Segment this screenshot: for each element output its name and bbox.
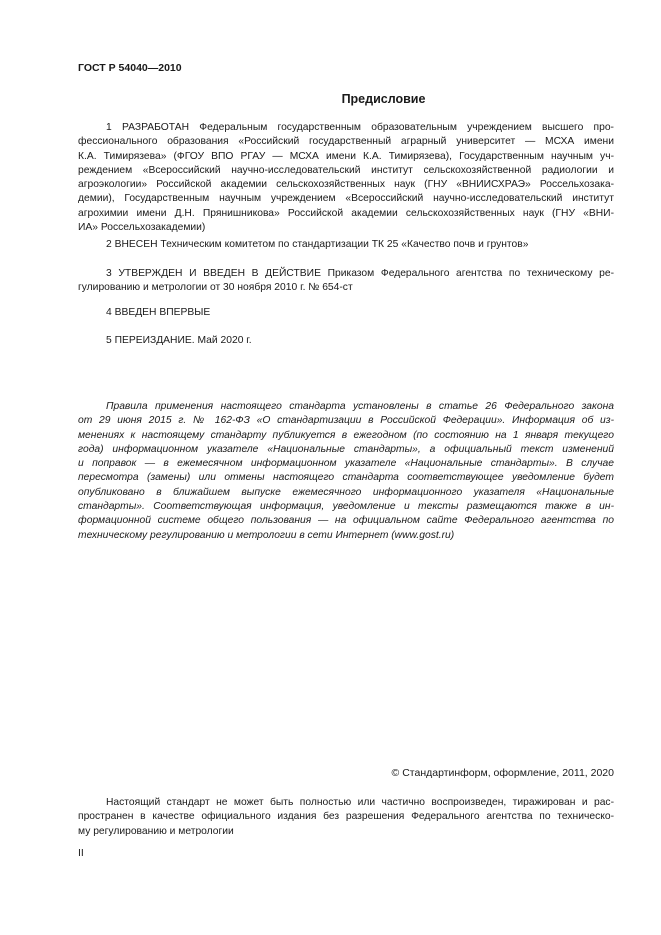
preface-item-3 [78, 267, 614, 296]
standard-application-notice [78, 400, 614, 543]
text-line: агрохимии имени Д.Н. Прянишникова» Российской академии сельскохозяйственных наук (ГНУ «ВНИ- [78, 207, 614, 219]
text-line: му регулированию и метрологии [78, 825, 234, 837]
text-line: пространен в качестве официального издания без разрешения Федерального агентства по техническо- [78, 811, 614, 823]
preface-title: Предисловие [341, 92, 426, 106]
text-line: гулированию и метрологии от 30 ноября 2010 г. № 654-ст [78, 282, 353, 294]
text-line: 1 РАЗРАБОТАН Федеральным государственным образовательным учреждением высшего про- [106, 122, 614, 133]
text-line: стандарты». Соответствующая информация, уведомление и тексты размещаются также в ин- [78, 501, 614, 513]
preface-item-2: 2 ВНЕСЕН Техническим комитетом по стандартизации ТК 25 «Качество почв и грунтов» [106, 239, 529, 250]
text-line: и поправок — в ежемесячном информационном указателе «Национальные стандарты». В случае [78, 458, 614, 470]
preface-item-5: 5 ПЕРЕИЗДАНИЕ. Май 2020 г. [106, 335, 252, 346]
text-line: формационной системе общего пользования — на официальном сайте Федерального агентства по [78, 515, 614, 527]
preface-item-1 [78, 121, 614, 235]
page-number: II [78, 847, 84, 859]
text-line: 3 УТВЕРЖДЕН И ВВЕДЕН В ДЕЙСТВИЕ Приказом Федерального агентства по техническому ре- [106, 268, 614, 279]
text-line: техническому регулированию и метрологии в сети Интернет (www.gost.ru) [78, 529, 455, 541]
document-code: ГОСТ Р 54040—2010 [78, 62, 182, 74]
text-line: года) информационном указателе «Национальные стандарты», а официальный текст изменений [78, 443, 614, 455]
text-line: демии), Государственным научным учреждением «Всероссийский научно-исследовательский институт [78, 193, 614, 205]
text-line: реждением «Всероссийский научно-исследовательский институт сельскохозяйственной радиологии и [78, 164, 614, 176]
preface-item-4: 4 ВВЕДЕН ВПЕРВЫЕ [106, 307, 211, 318]
text-line: К.А. Тимирязева» (ФГОУ ВПО РГАУ — МСХА имени К.А. Тимирязева), Государственным научным уч- [78, 150, 614, 162]
text-line: агроэкологии» Российской академии сельскохозяйственных наук (ГНУ «ВНИИСХРАЭ» Россельхозака- [78, 179, 614, 191]
text-line: Правила применения настоящего стандарта установлены в статье 26 Федерального закона [106, 401, 614, 412]
text-line: от 29 июня 2015 г. № 162-ФЗ «О стандартизации в Российской Федерации». Информация об из- [78, 415, 614, 427]
reproduction-restriction [78, 796, 614, 839]
text-line: менениях к настоящему стандарту публикуется в ежегодном (по состоянию на 1 января текущего [78, 429, 614, 441]
text-line: опубликовано в ближайшем выпуске ежемесячного информационного указателя «Национальные [78, 486, 614, 498]
text-line: фессионального образования «Российский государственный аграрный университет — МСХА имени [78, 136, 614, 148]
text-line: пересмотра (замены) или отмены настоящего стандарта соответствующее уведомление будет [78, 472, 614, 484]
copyright-notice: © Стандартинформ, оформление, 2011, 2020 [391, 767, 614, 779]
text-line: Настоящий стандарт не может быть полностью или частично воспроизведен, тиражирован и рас- [106, 797, 614, 808]
text-line: ИА» Россельхозакадемии) [78, 222, 206, 234]
